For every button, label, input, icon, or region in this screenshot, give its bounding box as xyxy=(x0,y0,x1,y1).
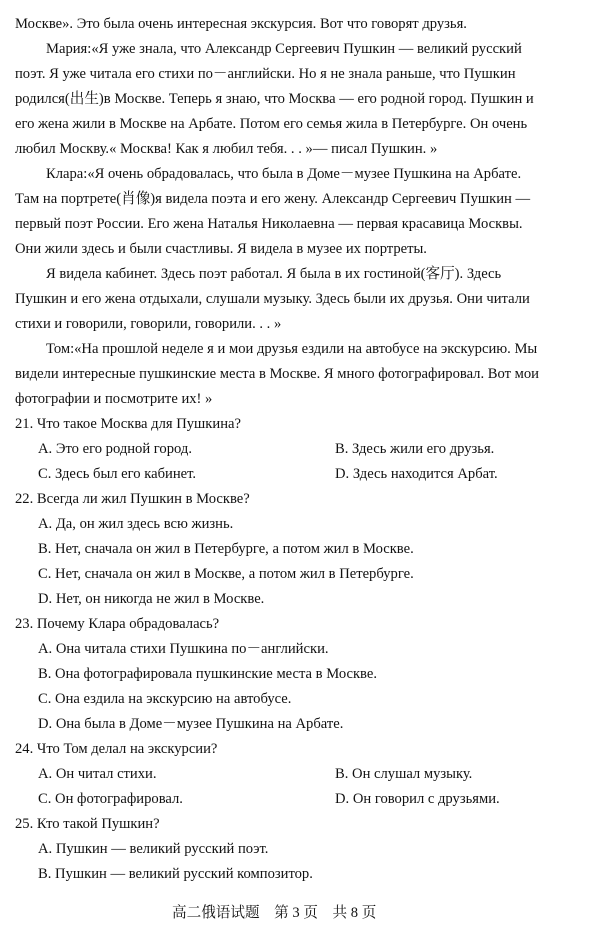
answer-option: D. Он говорил с друзьями. xyxy=(335,791,500,807)
answer-option: D. Здесь находится Арбат. xyxy=(335,466,498,482)
answer-option: C. Она ездила на экскурсию на автобусе. xyxy=(38,691,292,707)
question-stem: 23. Почему Клара обрадовалась? xyxy=(15,616,220,632)
answer-option: C. Нет, сначала он жил в Москве, а потом жил в Петербурге. xyxy=(38,566,414,582)
passage-line: Я видела кабинет. Здесь поэт работал. Я была в их гостиной(客厅). Здесь xyxy=(46,266,502,282)
passage-line: его жена жили в Москве на Арбате. Потом его семья жила в Петербурге. Он очень xyxy=(15,116,528,132)
answer-option: C. Он фотографировал. xyxy=(38,791,183,807)
passage-line: Они жили здесь и были счастливы. Я видела в музее их портреты. xyxy=(15,241,427,257)
passage-line: Том:«На прошлой неделе я и мои друзья ездили на автобусе на экскурсию. Мы xyxy=(46,341,538,357)
passage-line: первый поэт России. Его жена Наталья Николаевна — первая красавица Москвы. xyxy=(15,216,523,232)
passage-line: стихи и говорили, говорили, говорили. . . » xyxy=(15,316,282,332)
passage-line: любил Москву.« Москва! Как я любил тебя. . . »— писал Пушкин. » xyxy=(15,141,438,157)
answer-option: B. Нет, сначала он жил в Петербурге, а потом жил в Москве. xyxy=(38,541,414,557)
passage-line: фотографии и посмотрите их! » xyxy=(15,391,213,407)
question-stem: 22. Всегда ли жил Пушкин в Москве? xyxy=(15,491,250,507)
page-footer: 高二俄语试题 第 3 页 共 8 页 xyxy=(172,905,377,921)
passage-line: Мария:«Я уже знала, что Александр Сергеевич Пушкин — великий русский xyxy=(46,41,522,57)
answer-option: A. Пушкин — великий русский поэт. xyxy=(38,841,269,857)
answer-option: C. Здесь был его кабинет. xyxy=(38,466,197,482)
passage-line: Москве». Это была очень интересная экскурсия. Вот что говорят друзья. xyxy=(15,16,467,32)
passage-line: Там на портрете(肖像)я видела поэта и его жену. Александр Сергеевич Пушкин — xyxy=(15,191,531,207)
answer-option: D. Нет, он никогда не жил в Москве. xyxy=(38,591,265,607)
answer-option: A. Это его родной город. xyxy=(38,441,192,457)
answer-option: A. Да, он жил здесь всю жизнь. xyxy=(38,516,234,532)
question-stem: 24. Что Том делал на экскурсии? xyxy=(15,741,218,757)
question-stem: 21. Что такое Москва для Пушкина? xyxy=(15,416,241,432)
passage-line: Пушкин и его жена отдыхали, слушали музыку. Здесь были их друзья. Они читали xyxy=(15,291,530,307)
answer-option: A. Она читала стихи Пушкина по－английски. xyxy=(38,641,329,657)
answer-option: B. Он слушал музыку. xyxy=(335,766,473,782)
answer-option: B. Она фотографировала пушкинские места в Москве. xyxy=(38,666,377,682)
passage-line: видели интересные пушкинские места в Москве. Я много фотографировал. Вот мои xyxy=(15,366,539,382)
answer-option: B. Пушкин — великий русский композитор. xyxy=(38,866,313,882)
answer-option: A. Он читал стихи. xyxy=(38,766,157,782)
answer-option: D. Она была в Доме－музее Пушкина на Арбате. xyxy=(38,716,344,732)
answer-option: B. Здесь жили его друзья. xyxy=(335,441,495,457)
passage-line: Клара:«Я очень обрадовалась, что была в Доме－музее Пушкина на Арбате. xyxy=(46,166,522,182)
passage-line: родился(出生)в Москве. Теперь я знаю, что Москва — его родной город. Пушкин и xyxy=(15,91,534,107)
passage-line: поэт. Я уже читала его стихи по－английски. Но я не знала раньше, что Пушкин xyxy=(15,66,516,82)
question-stem: 25. Кто такой Пушкин? xyxy=(15,816,160,832)
